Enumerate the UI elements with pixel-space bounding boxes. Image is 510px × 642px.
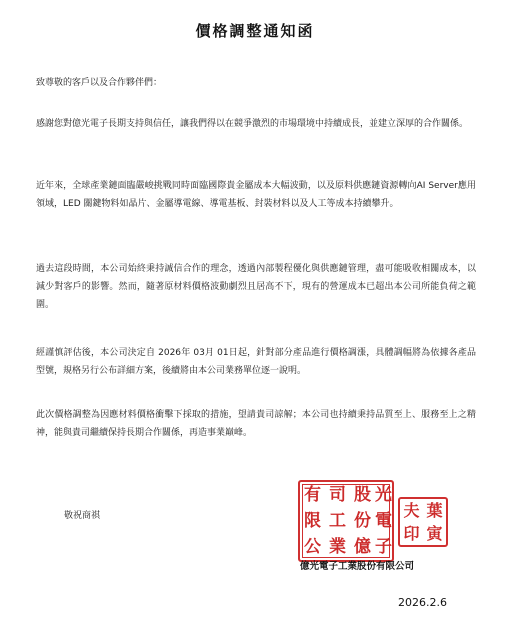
seal-glyph: 子 [375,536,392,557]
seal-glyph: 葉 [426,500,443,520]
closing-salutation: 敬祝商祺 [64,511,101,521]
company-name: 億光電子工業股份有限公司 [300,561,415,572]
paragraph-2: 近年來，全球產業鏈面臨嚴峻挑戰同時面臨國際貴金屬成本大幅波動，以及原料供應鏈資源轉向AI Server應用領域，LED 關鍵物料如晶片、金屬導電線、導電基板、封裝材料以及人工等成本持續攀升。 [36,181,476,209]
seal-glyph: 工 [329,510,346,531]
document-date: 2026.2.6 [398,596,447,609]
seal-glyph: 印 [403,523,420,543]
seal-glyph: 限 [304,510,321,531]
seal-glyph: 光 [375,484,392,505]
paragraph-1: 感謝您對億光電子長期支持與信任，讓我們得以在競爭激烈的市場環境中持續成長，並建立深厚的合作關係。 [36,119,469,129]
greeting: 致尊敬的客戶以及合作夥伴們： [36,78,163,88]
seal-glyph: 億 [354,536,371,557]
seal-glyph: 有 [304,484,321,505]
seal-glyph: 份 [354,510,371,531]
paragraph-4: 經謹慎評估後，本公司決定自 2026年 03月 01日起，針對部分產品進行價格調漲，具體調幅將為依據各產品型號，規格另行公布詳細方案，後續將由本公司業務單位逐一說明。 [36,348,476,376]
seal-glyph: 寅 [426,523,443,543]
paragraph-3: 過去這段時間，本公司始終秉持誠信合作的理念，透過內部製程優化與供應鏈管理，盡可能吸收相關成本，以減少對客戶的影響。然而，隨著原材料價格波動劇烈且居高不下，現有的營運成本已超出本公司所能負荷之範圍。 [36,264,476,310]
document-title: 價格調整通知函 [195,22,315,40]
seal-glyph: 業 [329,536,346,557]
seal-glyph: 公 [304,536,321,557]
seal-glyph: 司 [329,484,346,505]
seal-glyph: 電 [375,510,392,531]
company-seal [298,480,394,562]
seal-glyph: 夫 [403,500,420,520]
representative-seal [398,497,448,547]
paragraph-5: 此次價格調整為因應材料價格衝擊下採取的措施，望請貴司諒解；本公司也持續秉持品質至上、服務至上之精神，能與貴司繼續保持長期合作關係，再造事業巔峰。 [36,410,476,438]
seal-glyph: 股 [354,484,371,505]
